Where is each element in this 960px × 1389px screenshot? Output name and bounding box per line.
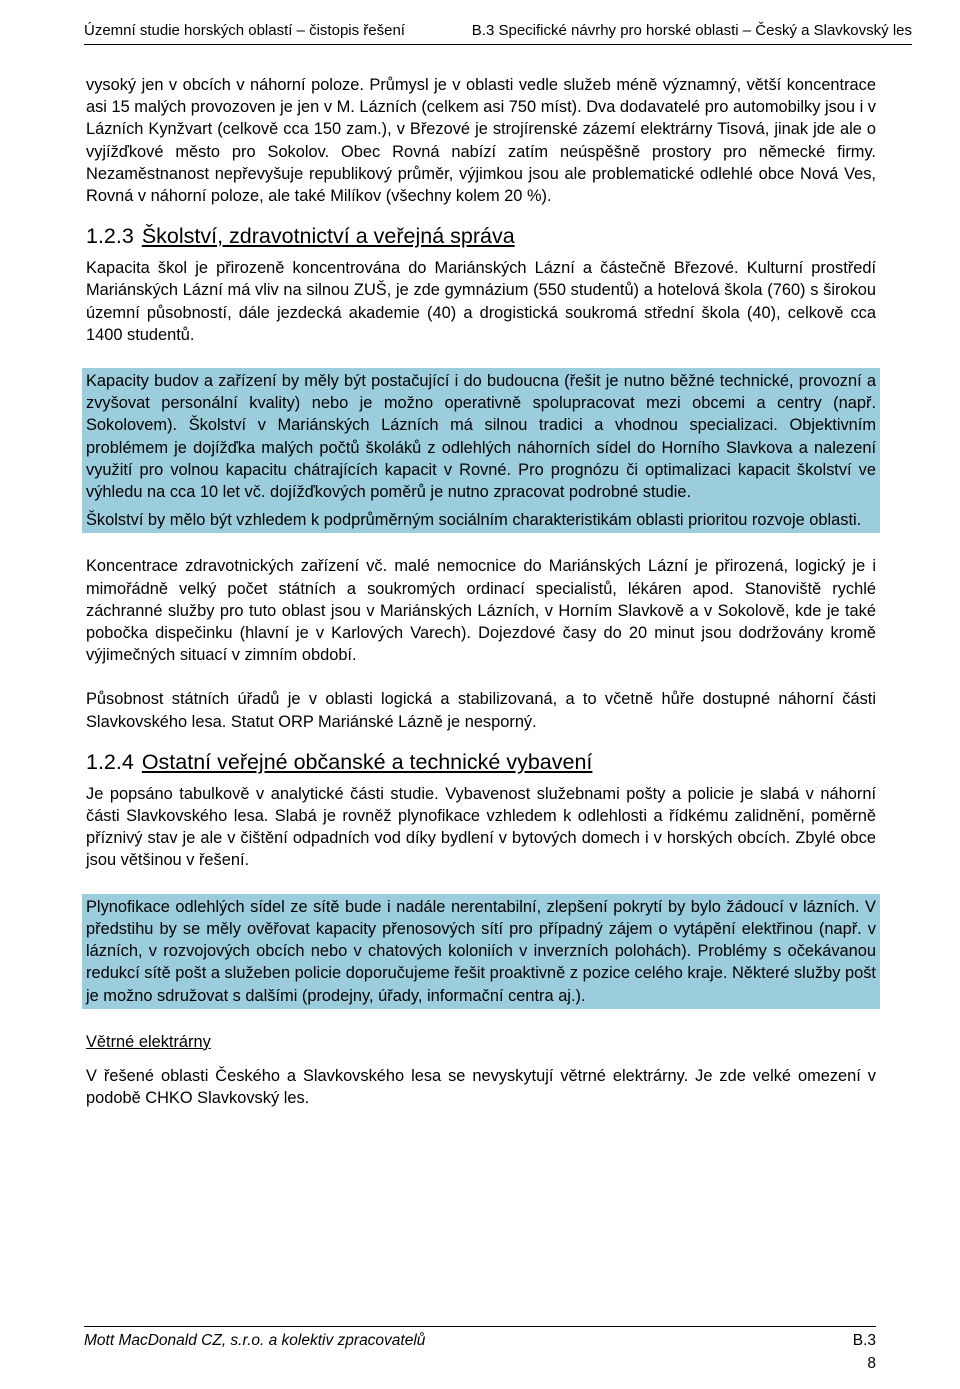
page-footer: [84, 1326, 876, 1372]
section-title: Ostatní veřejné občanské a technické vybavení: [141, 749, 593, 774]
box-paragraph: Plynofikace odlehlých sídel ze sítě bude i nadále nerentabilní, zlepšení pokrytí by bylo žádoucí v lázních. V předstihu by se měly ověřovat kapacity přenosových sítí pro případný zájem o vytápění elektřinou (např. v lázních, v rozvojových obcích nebo v chatových koloniích v inverzních polohách). Problémy s očekávanou redukcí sítě pošt a služeben policie doporučujeme řešit proaktivně z pozice celého kraje. Některé služby pošt je možno sdružovat s dalšími (prodejny, úřady, informační centra aj.).: [86, 897, 876, 1005]
intro-paragraph: vysoký jen v obcích v náhorní poloze. Průmysl je v oblasti vedle služeb méně významný, větší koncentrace asi 15 malých provozoven je jen v M. Lázních (celkem asi 750 míst). Dva dodavatelé pro automobilky jsou i v Lázních Kynžvart (celkově cca 150 zam.), v Březové je strojírenské zázemí elektrárny Tisová, jinak jde ale o vyjížďkové město pro Sokolov. Obec Rovná nabízí zatím neúspěšně prostory pro německé firmy. Nezaměstnanost nepřevyšuje republikový průměr, výjimkou jsou ale problematické odlehlé obce Nová Ves, Rovná v náhorní poloze, ale také Milíkov (všechny kolem 20 %).: [86, 76, 876, 206]
footer-author: Mott MacDonald CZ, s.r.o. a kolektiv zpracovatelů: [84, 1332, 426, 1349]
highlight-box-schools: [82, 368, 880, 533]
section-title: Školství, zdravotnictví a veřejná správa: [141, 224, 515, 249]
subheading-wind-power: Větrné elektrárny: [86, 1032, 211, 1051]
health-paragraph: Koncentrace zdravotnických zařízení vč. malé nemocnice do Mariánských Lázní je přirozená, logický je i mimořádně velký počet státních a soukromých ordinací specialistů, lékáren apod. Stanoviště rychlé záchranné služby pro tuto oblast jsou v Mariánských Lázních, v Horním Slavkově a v Sokolově, kde je také pobočka dispečinku (hlavní je v Karlových Varech). Dojezdové časy do 20 minut jsou dodržovány kromě výjimečných situací v zimním období.: [86, 557, 876, 665]
page-content: [86, 74, 876, 1109]
amenities-paragraph: Je popsáno tabulkově v analytické části studie. Vybavenost služebnami pošty a policie je slabá v náhorní části Slavkovského lesa. Slabá je rovněž plynofikace vzhledem k odlehlosti a řídkému zalidnění, poměrně příznivý stav je ale v čištění odpadních vod díky bydlení v bytových domech i v horských obcích. Zbylé obce jsou většinou v řešení.: [86, 784, 876, 870]
box-paragraph: Školství by mělo být vzhledem k podprůměrným sociálním charakteristikám oblasti prioritou rozvoje oblasti.: [86, 511, 862, 530]
schools-paragraph: Kapacita škol je přirozeně koncentrována do Mariánských Lázní a částečně Březové. Kulturní prostředí Mariánských Lázní má vliv na silnou ZUŠ, je zde gymnázium (550 studentů) a hotelová škola (760) s širokou územní působností, dále jezdecká akademie (40) a drogistická soukromá střední škola (40), celkově cca 1400 studentů.: [86, 259, 876, 344]
administration-paragraph: Působnost státních úřadů je v oblasti logická a stabilizovaná, a to včetně hůře dostupné náhorní části Slavkovského lesa. Statut ORP Mariánské Lázně je nesporný.: [86, 690, 876, 731]
header-section-title: B.3 Specifické návrhy pro horské oblasti – Český a Slavkovský les: [471, 22, 912, 39]
section-number: 1.2.3: [86, 224, 134, 249]
section-heading-1-2-3: [86, 223, 876, 249]
footer-part-label: B.3: [852, 1332, 876, 1349]
header-document-title: Územní studie horských oblastí – čistopis řešení: [84, 22, 405, 39]
wind-paragraph: V řešené oblasti Českého a Slavkovského lesa se nevyskytují větrné elektrárny. Je zde velké omezení v podobě CHKO Slavkovský les.: [86, 1066, 876, 1108]
page-number: 8: [867, 1355, 876, 1372]
section-number: 1.2.4: [86, 749, 134, 774]
section-heading-1-2-4: [86, 749, 876, 775]
box-paragraph: Kapacity budov a zařízení by měly být postačující i do budoucna (řešit je nutno běžné technické, provozní a zvyšovat personální kvality) nebo je možno operativně spolupracovat mezi obcemi a centry (např. Sokolovem). Školství v Mariánských Lázních má silnou tradici a vhodnou specializaci. Objektivním problémem je dojížďka malých počtů školáků z odlehlých náhorních sídel do Horního Slavkova a nalezení využití pro volnou kapacitu chátrajících kapacit v Rovné. Pro prognózu či optimalizaci kapacit školství ve výhledu na cca 10 let vč. dojížďkových poměrů je nutno zpracovat podrobné studie.: [86, 372, 876, 502]
page-header: [84, 18, 912, 45]
highlight-box-amenities: [82, 894, 880, 1009]
